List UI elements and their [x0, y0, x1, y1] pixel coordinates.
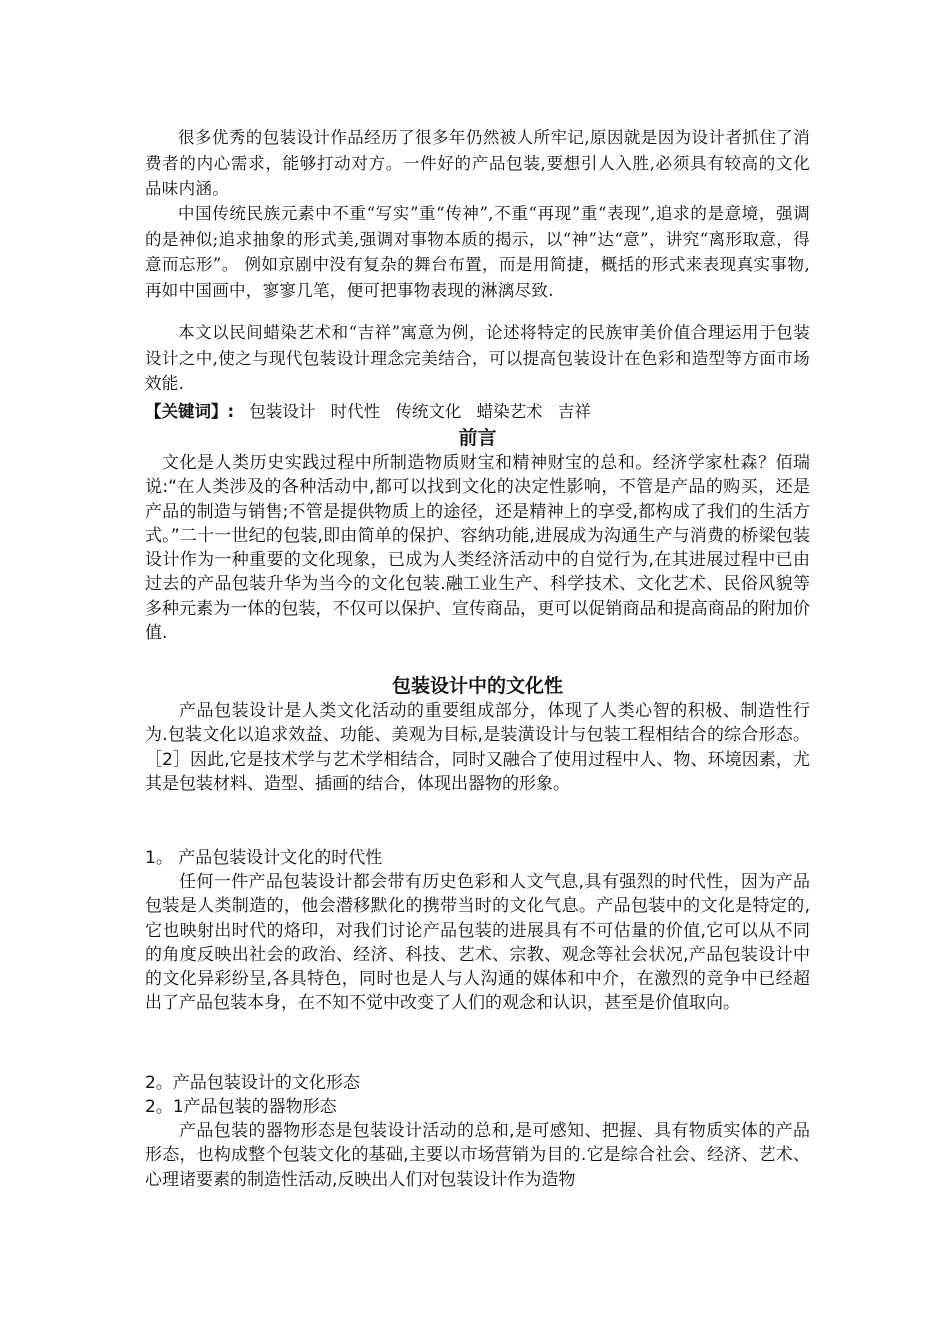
keyword-item: 蜡染艺术	[476, 402, 543, 421]
section-intro-paragraph: 产品包装设计是人类文化活动的重要组成部分，体现了人类心智的积极、制造性行为.包装文化以追求效益、功能、美观为目标,是装潢设计与包装工程相结合的综合形态。［2］因此,它是技术学与艺术学相结合，同时又融合了使用过程中人、物、环境因素，尤其是包装材料、造型、插画的结合，体现出器物的形象。	[145, 701, 810, 794]
subsection-2-1-paragraph: 产品包装的器物形态是包装设计活动的总和,是可感知、把握、具有物质实体的产品形态，也构成整个包装文化的基础,主要以市场营销为目的.它是综合社会、经济、艺术、心理诸要素的制造性活动,反映出人们对包装设计作为造物	[145, 1121, 810, 1190]
subsection-1-title: 1。 产品包装设计文化的时代性	[145, 848, 383, 868]
section-heading: 包装设计中的文化性	[391, 675, 563, 697]
keywords-label: 【关键词】:	[145, 402, 235, 421]
abstract-paragraph-3: 本文以民间蜡染艺术和“吉祥”寓意为例，论述将特定的民族审美价值合理运用于包装设计之中,使之与现代包装设计理念完美结合，可以提高包装设计在色彩和造型等方面市场效能.	[145, 323, 810, 393]
keyword-item: 传统文化	[395, 402, 462, 421]
abstract-paragraph-2: 中国传统民族元素中不重“写实”重“传神”,不重“再现”重“表现”,追求的是意境，强调的是神似;追求抽象的形式美,强调对事物本质的揭示，以“神”达“意”，讲究“离形取意，得意而忘形”。 例如京剧中没有复杂的舞台布置，而是用简捷，概括的形式来表现真实事物,再如中国画中，寥寥几笔，便可把事物表现的淋漓尽致.	[145, 204, 810, 300]
keyword-item: 时代性	[330, 402, 381, 421]
keyword-item: 包装设计	[249, 402, 316, 421]
subsection-1-paragraph: 任何一件产品包装设计都会带有历史色彩和人文气息,具有强烈的时代性，因为产品包装是人类制造的，他会潜移默化的携带当时的文化气息。产品包装中的文化是特定的,它也映射出时代的烙印，对我们讨论产品包装的进展具有不可估量的价值,它可以从不同的角度反映出社会的政治、经济、科技、艺术、宗教、观念等社会状况,产品包装设计中的文化异彩纷呈,各具特色，同时也是人与人沟通的媒体和中介，在激烈的竞争中已经超出了产品包装本身，在不知不觉中改变了人们的观念和认识，甚至是价值取向。	[145, 872, 810, 1014]
keyword-item: 吉祥	[557, 402, 591, 421]
abstract-paragraph-1: 很多优秀的包装设计作品经历了很多年仍然被人所牢记,原因就是因为设计者抓住了消费者的内心需求，能够打动对方。一件好的产品包装,要想引人入胜,必须具有较高的文化品味内涵。	[145, 128, 810, 198]
subsection-2-title: 2。产品包装设计的文化形态	[145, 1073, 360, 1093]
keywords-line	[145, 399, 810, 424]
preface-heading: 前言	[458, 427, 497, 449]
subsection-2-1-title: 2。1产品包装的器物形态	[145, 1097, 337, 1117]
preface-paragraph: 文化是人类历史实践过程中所制造物质财宝和精神财宝的总和。经济学家杜森？佰瑞说:“在人类涉及的各种活动中,都可以找到文化的决定性影响，不管是产品的购买，还是产品的制造与销售;不管是提供物质上的途径，还是精神上的享受,都构成了我们的生活方式。”二十一世纪的包装,即由简单的保护、容纳功能,进展成为沟通生产与消费的桥梁包装设计作为一种重要的文化现象，已成为人类经济活动中的自觉行为,在其进展过程中已由过去的产品包装升华为当今的文化包装.融工业生产、科学技术、文化艺术、民俗风貌等多种元素为一体的包装，不仅可以保护、宣传商品，更可以促销商品和提高商品的附加价值.	[145, 453, 810, 644]
